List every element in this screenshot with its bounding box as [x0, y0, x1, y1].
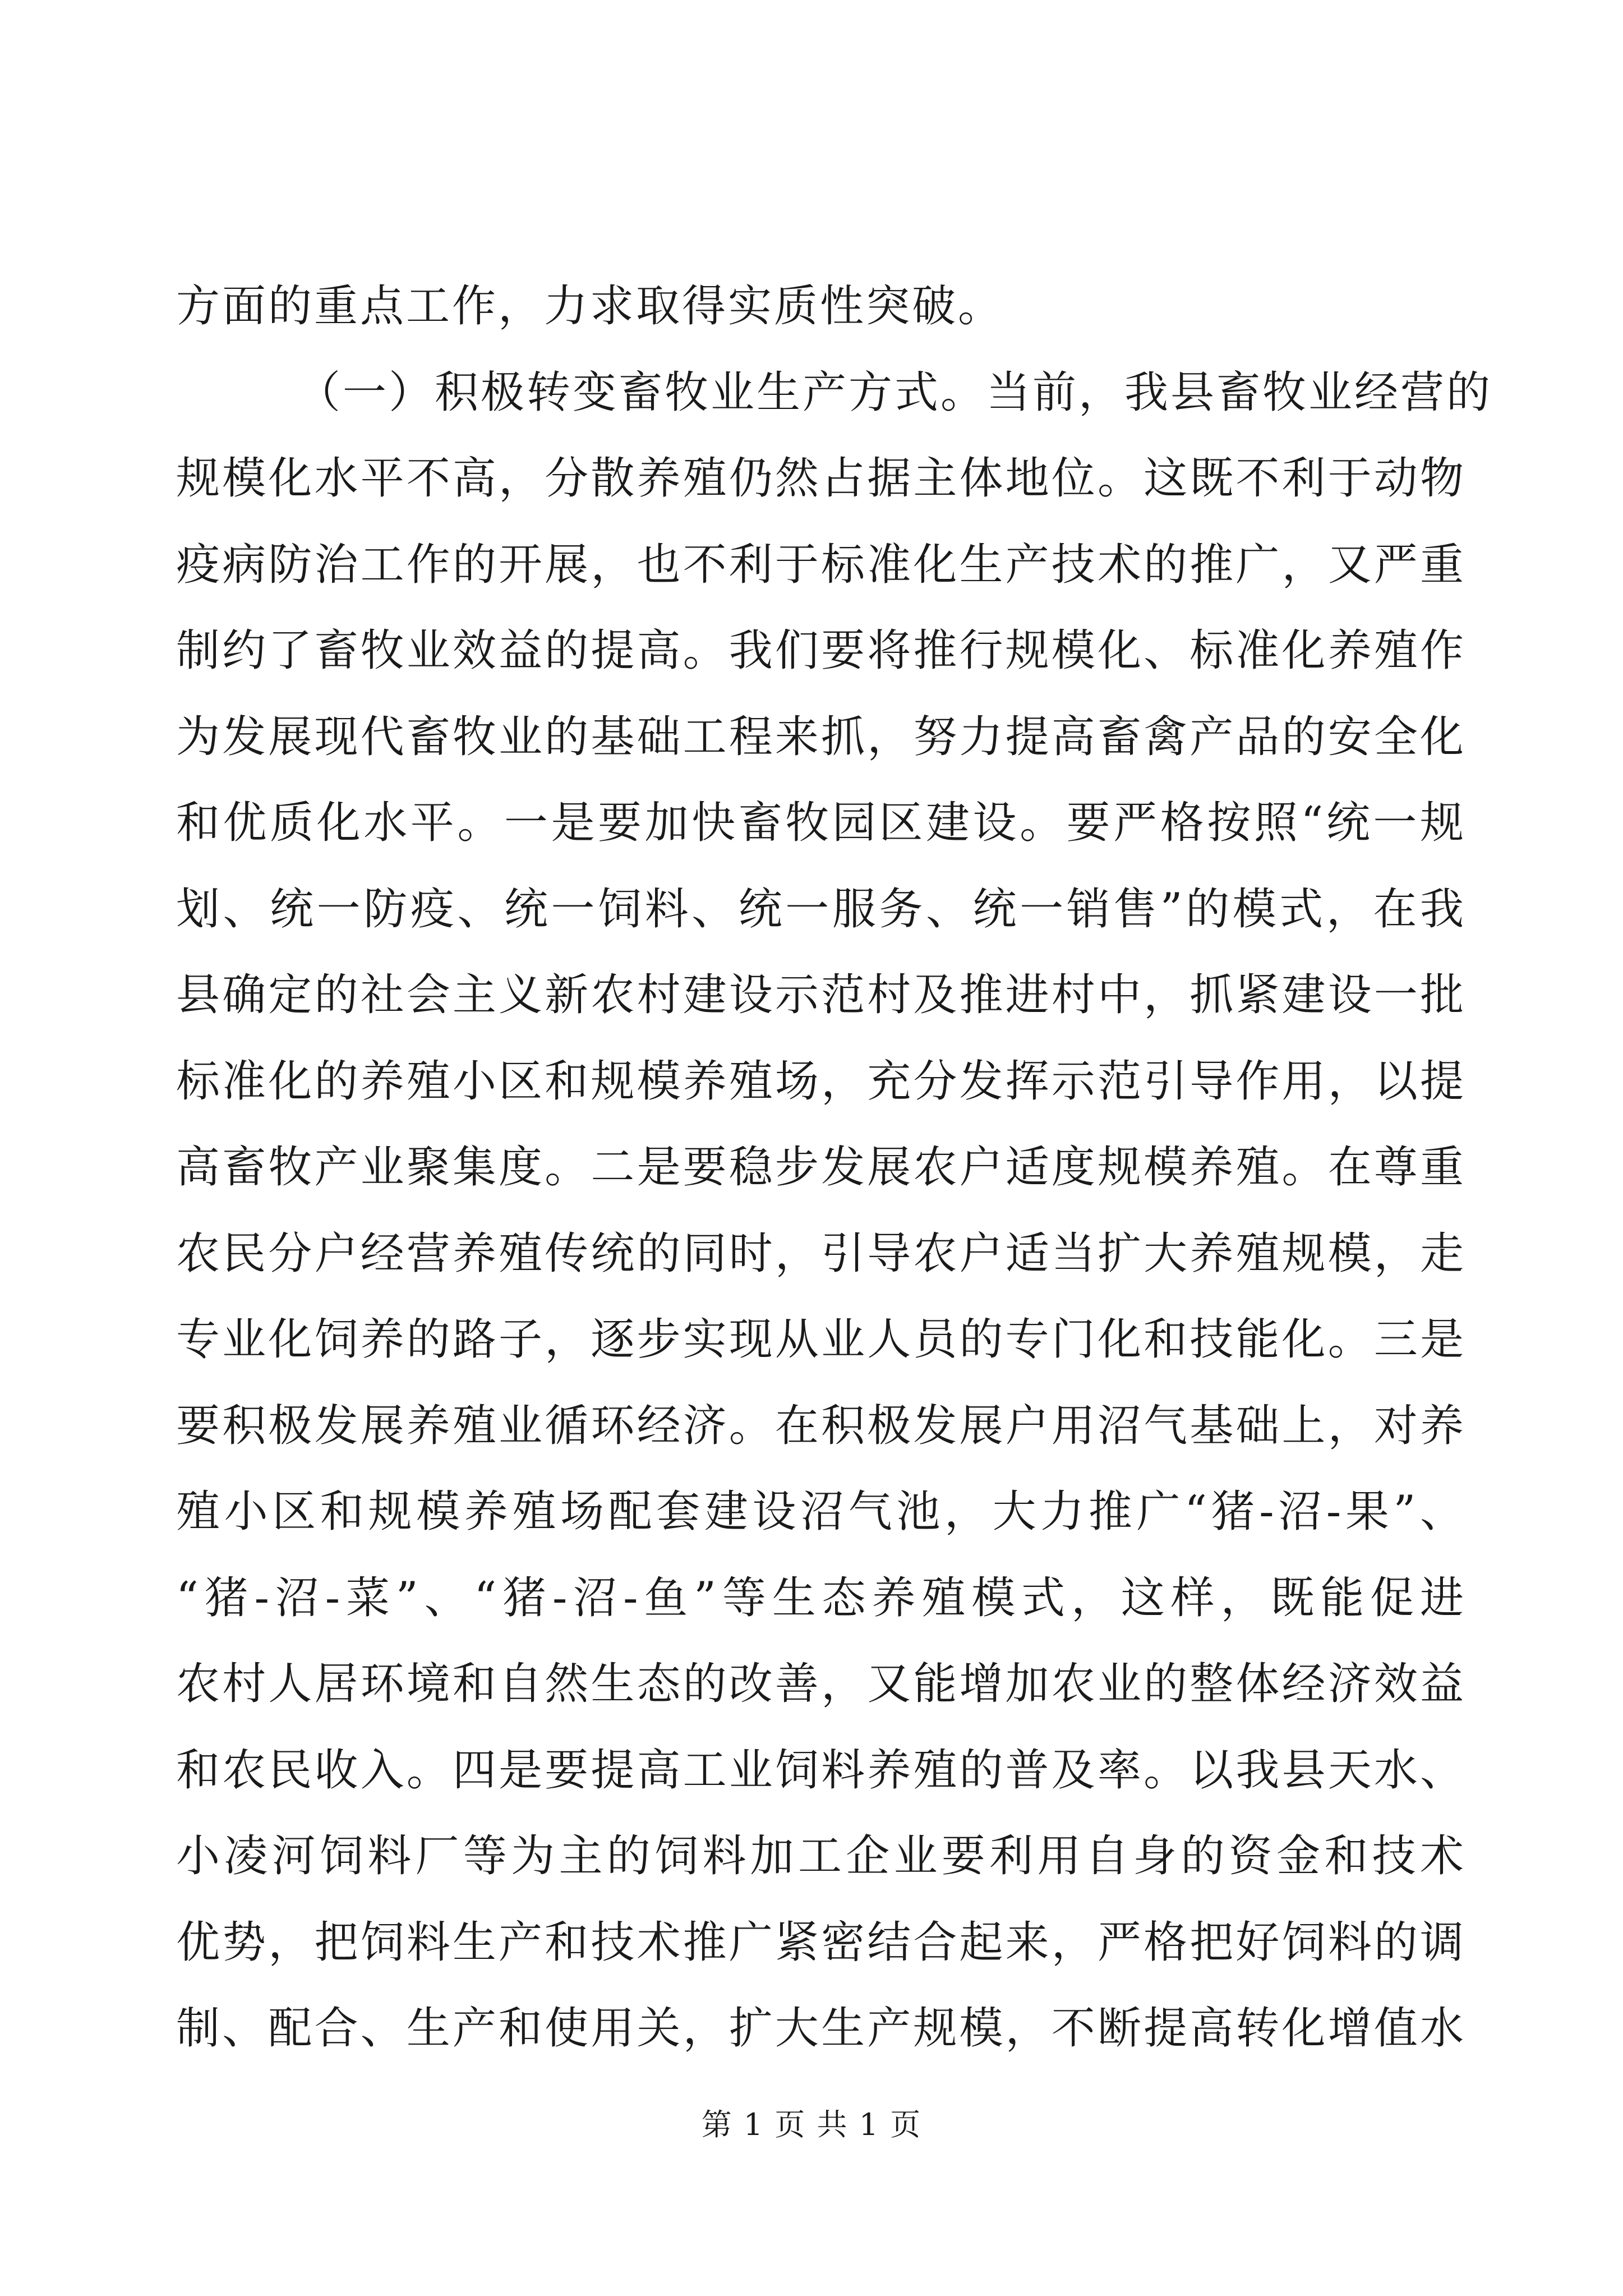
text-line: 制约了畜牧业效益的提高。我们要将推行规模化、标准化养殖作 [176, 625, 1466, 676]
text-line: 疫病防治工作的开展，也不利于标准化生产技术的推广，又严重 [176, 539, 1466, 590]
text-line: 优势，把饲料生产和技术推广紧密结合起来，严格把好饲料的调 [176, 1917, 1466, 1968]
text-line: （一）积极转变畜牧业生产方式。当前，我县畜牧业经营的 [297, 367, 1493, 418]
text-line: 标准化的养殖小区和规模养殖场，充分发挥示范引导作用，以提 [176, 1056, 1466, 1107]
text-line: “猪-沼-菜”、“猪-沼-鱼”等生态养殖模式，这样，既能促进 [176, 1572, 1466, 1623]
text-line: 农民分户经营养殖传统的同时，引导农户适当扩大养殖规模，走 [176, 1228, 1466, 1279]
text-line: 为发展现代畜牧业的基础工程来抓，努力提高畜禽产品的安全化 [176, 711, 1466, 762]
text-line: 规模化水平不高，分散养殖仍然占据主体地位。这既不利于动物 [176, 453, 1466, 504]
body-text [176, 264, 1493, 2072]
text-line: 农村人居环境和自然生态的改善，又能增加农业的整体经济效益 [176, 1659, 1466, 1709]
text-line: 小凌河饲料厂等为主的饲料加工企业要利用自身的资金和技术 [176, 1831, 1466, 1881]
text-line: 划、统一防疫、统一饲料、统一服务、统一销售”的模式，在我 [176, 884, 1466, 935]
text-line: 高畜牧产业聚集度。二是要稳步发展农户适度规模养殖。在尊重 [176, 1142, 1466, 1193]
text-line: 专业化饲养的路子，逐步实现从业人员的专门化和技能化。三是 [176, 1314, 1466, 1365]
text-line: 殖小区和规模养殖场配套建设沼气池，大力推广“猪-沼-果”、 [176, 1487, 1466, 1537]
text-line: 要积极发展养殖业循环经济。在积极发展户用沼气基础上，对养 [176, 1400, 1466, 1451]
text-line: 和优质化水平。一是要加快畜牧园区建设。要严格按照“统一规 [176, 798, 1466, 848]
page-number-footer: 第 1 页 共 1 页 [701, 2107, 922, 2142]
text-line: 县确定的社会主义新农村建设示范村及推进村中，抓紧建设一批 [176, 970, 1466, 1020]
text-line: 制、配合、生产和使用关，扩大生产规模，不断提高转化增值水 [176, 2003, 1466, 2054]
text-line: 和农民收入。四是要提高工业饲料养殖的普及率。以我县天水、 [176, 1745, 1466, 1796]
text-line: 方面的重点工作，力求取得实质性突破。 [176, 281, 1004, 332]
